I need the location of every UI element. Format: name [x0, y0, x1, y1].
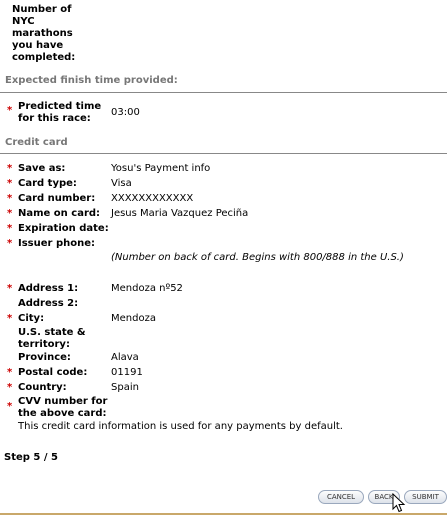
address-2-label: Address 2:	[18, 298, 79, 309]
province-value: Alava	[111, 352, 139, 363]
issuer-phone-label: Issuer phone:	[18, 238, 95, 249]
required-marker: *	[7, 238, 13, 249]
country-label: Country:	[18, 382, 67, 393]
required-marker: *	[7, 105, 13, 116]
card-number-label: Card number:	[18, 193, 96, 204]
province-label: Province:	[18, 352, 71, 363]
credit-card-section-title: Credit card	[5, 137, 68, 148]
required-marker: *	[7, 223, 13, 234]
required-marker: *	[7, 401, 13, 412]
default-payment-note: This credit card information is used for any payments by default.	[18, 421, 343, 432]
required-marker: *	[7, 313, 13, 324]
section-divider	[0, 92, 447, 93]
us-state-label: U.S. state & territory:	[18, 327, 86, 350]
city-label: City:	[18, 313, 45, 324]
name-on-card-value: Jesus Maria Vazquez Peciña	[111, 208, 249, 219]
city-value: Mendoza	[111, 313, 156, 324]
card-type-value: Visa	[111, 178, 132, 189]
required-marker: *	[7, 163, 13, 174]
country-value: Spain	[111, 382, 139, 393]
card-number-value: XXXXXXXXXXXX	[111, 193, 194, 204]
expected-finish-section-title: Expected finish time provided:	[5, 75, 178, 86]
cvv-label: CVV number for the above card:	[18, 396, 108, 419]
required-marker: *	[7, 283, 13, 294]
cancel-button[interactable]: CANCEL	[318, 490, 364, 504]
expiration-date-label: Expiration date:	[18, 223, 109, 234]
mouse-cursor-icon	[392, 493, 406, 513]
address-1-value: Mendoza nº52	[111, 283, 183, 294]
page-bottom-border	[0, 513, 447, 515]
save-as-value: Yosu's Payment info	[111, 163, 211, 174]
postal-code-value: 01191	[111, 367, 143, 378]
marathon-count-label: Number of NYC marathons you have completed:	[12, 4, 76, 63]
step-indicator: Step 5 / 5	[4, 452, 58, 463]
section-divider	[0, 153, 447, 154]
required-marker: *	[7, 382, 13, 393]
postal-code-label: Postal code:	[18, 367, 88, 378]
required-marker: *	[7, 208, 13, 219]
predicted-time-value: 03:00	[111, 107, 140, 118]
issuer-phone-note: (Number on back of card. Begins with 800/888 in the U.S.)	[111, 252, 404, 263]
predicted-time-label: Predicted time for this race:	[18, 101, 102, 124]
card-type-label: Card type:	[18, 178, 77, 189]
required-marker: *	[7, 178, 13, 189]
save-as-label: Save as:	[18, 163, 66, 174]
address-1-label: Address 1:	[18, 283, 79, 294]
name-on-card-label: Name on card:	[18, 208, 101, 219]
submit-button[interactable]: SUBMIT	[404, 490, 447, 504]
required-marker: *	[7, 193, 13, 204]
back-button[interactable]: BACK	[368, 490, 400, 504]
required-marker: *	[7, 367, 13, 378]
